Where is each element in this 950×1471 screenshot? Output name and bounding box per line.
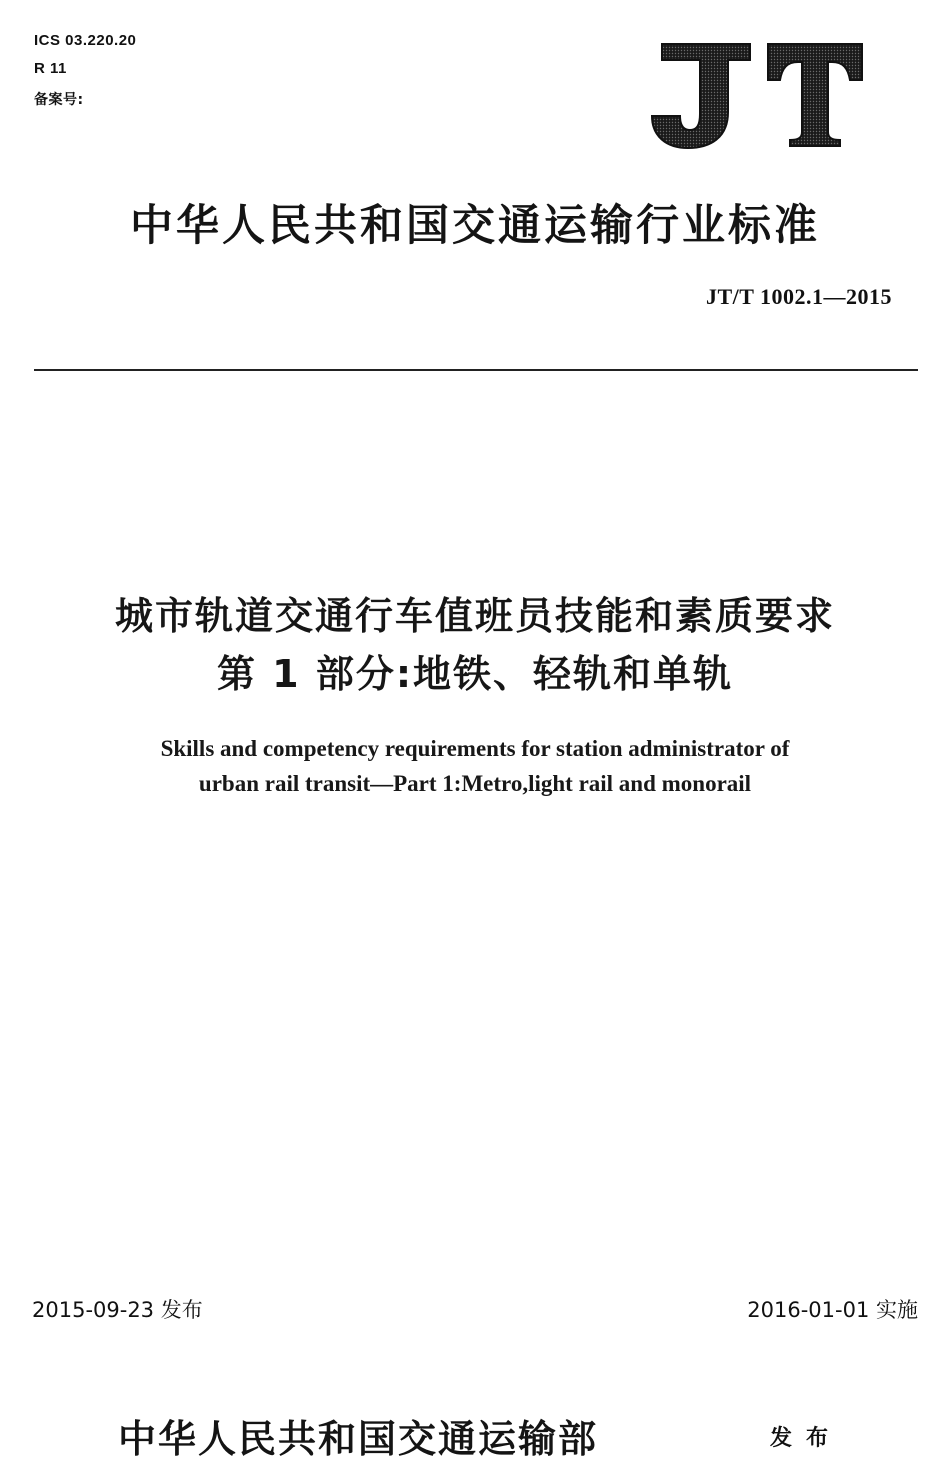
- jt-logo: [650, 40, 865, 150]
- release-date: 2015-09-23 发布: [32, 1298, 203, 1322]
- title-en-line1: Skills and competency requirements for station administrator of: [160, 736, 790, 761]
- issuer-standard-title: 中华人民共和国交通运输行业标准: [130, 201, 820, 251]
- implementation-date: 2016-01-01 实施: [747, 1298, 918, 1322]
- header-divider: [34, 369, 918, 371]
- footer-issuer: 中华人民共和国交通运输部: [118, 1416, 599, 1461]
- standard-code: JT/T 1002.1—2015: [705, 284, 892, 309]
- title-en-line2: urban rail transit—Part 1:Metro,light rail and monorail: [198, 771, 752, 796]
- footer-publish-label: 发布: [770, 1426, 843, 1451]
- ics-code: ICS 03.220.20: [34, 32, 137, 49]
- title-cn-line1: 城市轨道交通行车值班员技能和素质要求: [114, 594, 835, 638]
- r-code: R 11: [34, 60, 67, 77]
- title-cn-line2: 第 1 部分:地铁、轻轨和单轨: [216, 652, 734, 696]
- filing-number-label: 备案号:: [34, 92, 84, 108]
